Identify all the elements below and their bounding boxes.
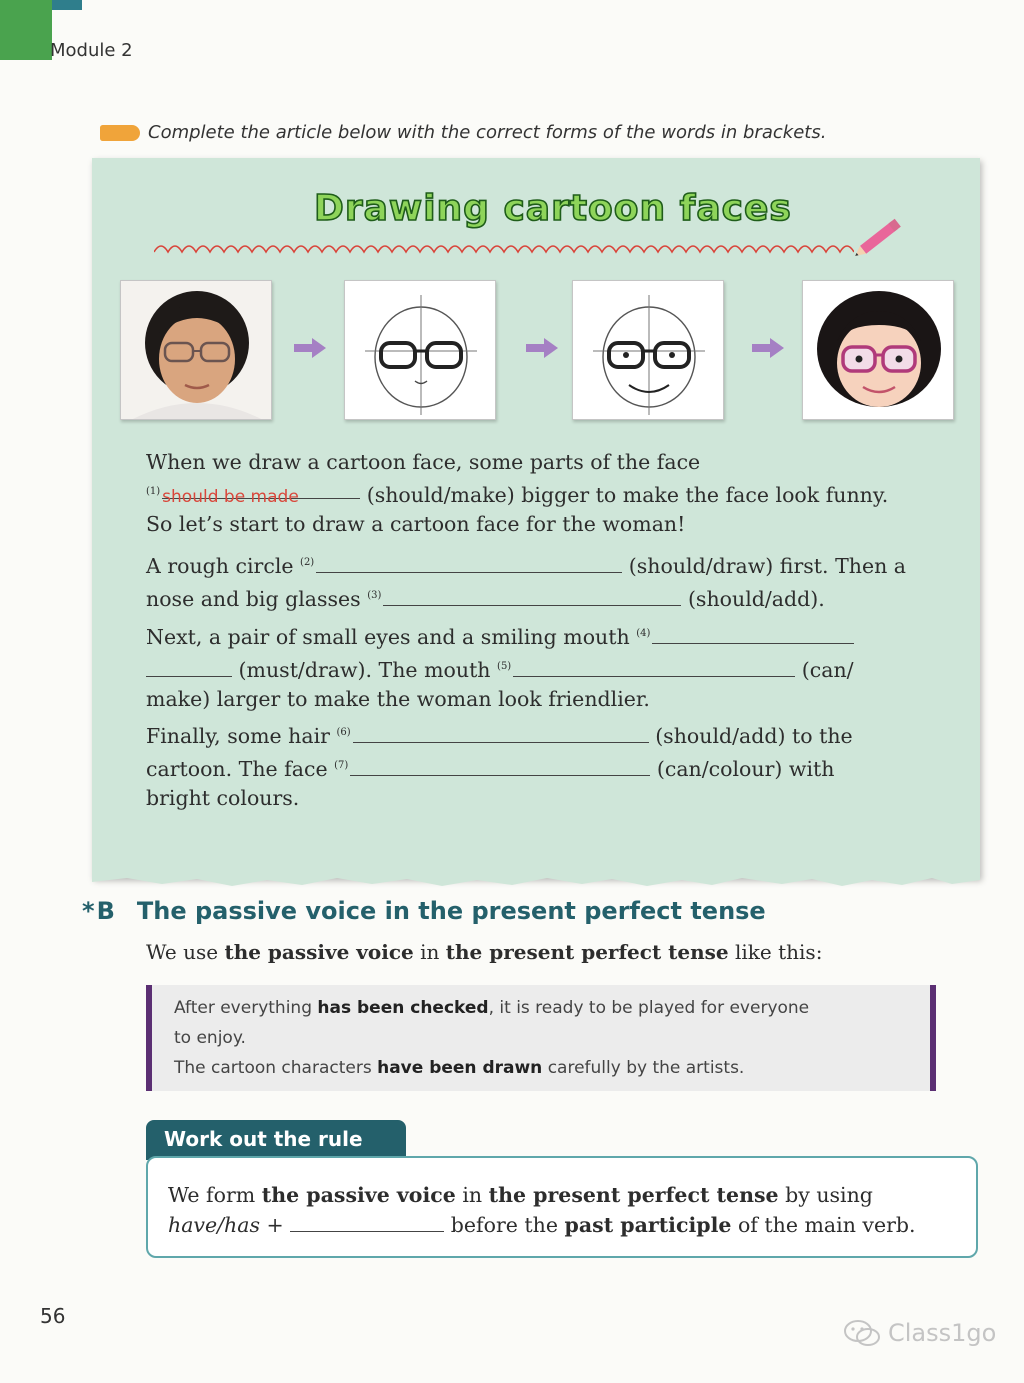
answer-blank-2[interactable] xyxy=(316,555,622,573)
rule-d: the present perfect tense xyxy=(488,1183,779,1207)
paragraph-1 xyxy=(146,448,888,539)
ex2-c: carefully by the artists. xyxy=(547,1058,745,1078)
section-star: * xyxy=(82,897,95,925)
p3-text-b: (must/draw). The mouth xyxy=(238,657,491,682)
ex2-b: have been drawn xyxy=(377,1058,543,1078)
instruction xyxy=(100,122,826,143)
page-number: 56 xyxy=(40,1304,66,1328)
rule-f: have/has xyxy=(168,1213,260,1237)
watermark xyxy=(842,1318,996,1348)
blank-number: (1) xyxy=(146,486,161,497)
rule-tab: Work out the rule xyxy=(146,1120,406,1160)
p3-text-c: (can/ xyxy=(801,657,854,682)
p2-text-b: (should/draw) first. Then a xyxy=(628,553,907,578)
intro-e: like this: xyxy=(735,940,823,964)
p1-line3: So let’s start to draw a cartoon face for the woman! xyxy=(146,511,686,536)
rule-i: past participle xyxy=(564,1213,732,1237)
section-b-intro xyxy=(146,940,822,964)
cartoon-face-image xyxy=(803,281,954,420)
blank-number: (5) xyxy=(497,660,512,672)
ex1-a: After everything xyxy=(174,998,312,1018)
section-b-heading xyxy=(82,897,766,925)
example-box xyxy=(146,985,936,1091)
answer-blank-4[interactable] xyxy=(652,626,854,644)
p3-text-d: make) larger to make the woman look friendlier. xyxy=(146,686,650,711)
section-title: The passive voice in the present perfect tense xyxy=(136,897,766,925)
ex1-c: , it is ready to be played for everyone xyxy=(488,998,810,1018)
intro-a: We use xyxy=(146,940,219,964)
ex1-b: has been checked xyxy=(317,998,489,1018)
blank-number: (4) xyxy=(636,628,651,639)
instruction-text: Complete the article below with the correct forms of the words in brackets. xyxy=(148,122,827,143)
intro-c: in xyxy=(420,940,440,964)
rule-e: by using xyxy=(785,1183,873,1207)
p1-line1: When we draw a cartoon face, some parts of the face xyxy=(146,450,701,474)
p4-text-e: bright colours. xyxy=(146,785,300,810)
rule-g: + xyxy=(266,1213,284,1237)
arrow-right-icon xyxy=(524,336,560,360)
answer-blank-6[interactable] xyxy=(353,725,649,743)
p2-text-d: (should/add). xyxy=(687,586,825,611)
rule-a: We form xyxy=(168,1183,256,1207)
blank-number: (6) xyxy=(336,727,351,738)
ex2-a: The cartoon characters xyxy=(174,1058,372,1078)
paragraph-3 xyxy=(146,619,854,714)
arrow-right-icon xyxy=(750,336,786,360)
article-panel xyxy=(92,158,980,878)
wavy-underline xyxy=(154,240,854,258)
blank-number: (2) xyxy=(300,557,315,568)
p3-text-a: Next, a pair of small eyes and a smiling mouth xyxy=(146,624,630,649)
pencil-icon xyxy=(852,210,912,260)
rule-c: in xyxy=(462,1183,483,1207)
answer-blank-7[interactable] xyxy=(350,758,650,776)
wechat-icon xyxy=(842,1318,882,1348)
rule-h: before the xyxy=(450,1213,558,1237)
ex1-d: to enjoy. xyxy=(174,1028,246,1048)
watermark-text: Class1go xyxy=(888,1319,997,1347)
intro-d: the present perfect tense xyxy=(445,940,729,964)
answer-blank-1[interactable] xyxy=(162,481,360,507)
example-1 xyxy=(174,993,908,1053)
arrow-right-icon xyxy=(292,336,328,360)
p4-text-c: cartoon. The face xyxy=(146,756,328,781)
section-letter: B xyxy=(96,897,115,925)
p4-text-a: Finally, some hair xyxy=(146,723,330,748)
p2-text-c: nose and big glasses xyxy=(146,586,361,611)
p4-text-d: (can/colour) with xyxy=(656,756,835,781)
sketch-step-2 xyxy=(572,280,724,420)
p4-text-b: (should/add) to the xyxy=(655,723,853,748)
example-2 xyxy=(174,1053,908,1083)
p1-line2: (should/make) bigger to make the face look funny. xyxy=(366,482,889,507)
answer-text-1: should be made xyxy=(162,486,299,507)
paragraph-4 xyxy=(146,718,853,813)
blank-number: (3) xyxy=(367,589,382,601)
instruction-tag-icon xyxy=(100,125,140,141)
blank-number: (7) xyxy=(334,759,349,771)
rule-j: of the main verb. xyxy=(737,1213,916,1237)
article-title: Drawing cartoon faces xyxy=(314,188,792,229)
rule-b: the passive voice xyxy=(261,1183,456,1207)
intro-b: the passive voice xyxy=(224,940,414,964)
answer-blank-4-cont[interactable] xyxy=(146,659,232,677)
answer-blank-3[interactable] xyxy=(383,588,681,606)
cartoon-face xyxy=(802,280,954,420)
p2-text-a: A rough circle xyxy=(146,553,294,578)
module-label: Module 2 xyxy=(50,40,133,61)
sketch-step-1 xyxy=(344,280,496,420)
rule-answer-blank[interactable] xyxy=(290,1214,444,1232)
answer-blank-5[interactable] xyxy=(513,659,795,677)
paragraph-2 xyxy=(146,548,906,614)
sketch-1-image xyxy=(345,281,496,420)
torn-edge xyxy=(92,872,980,888)
sketch-2-image xyxy=(573,281,724,420)
photo-woman xyxy=(120,280,272,420)
woman-photo-image xyxy=(121,281,272,420)
rule-box xyxy=(146,1156,978,1258)
